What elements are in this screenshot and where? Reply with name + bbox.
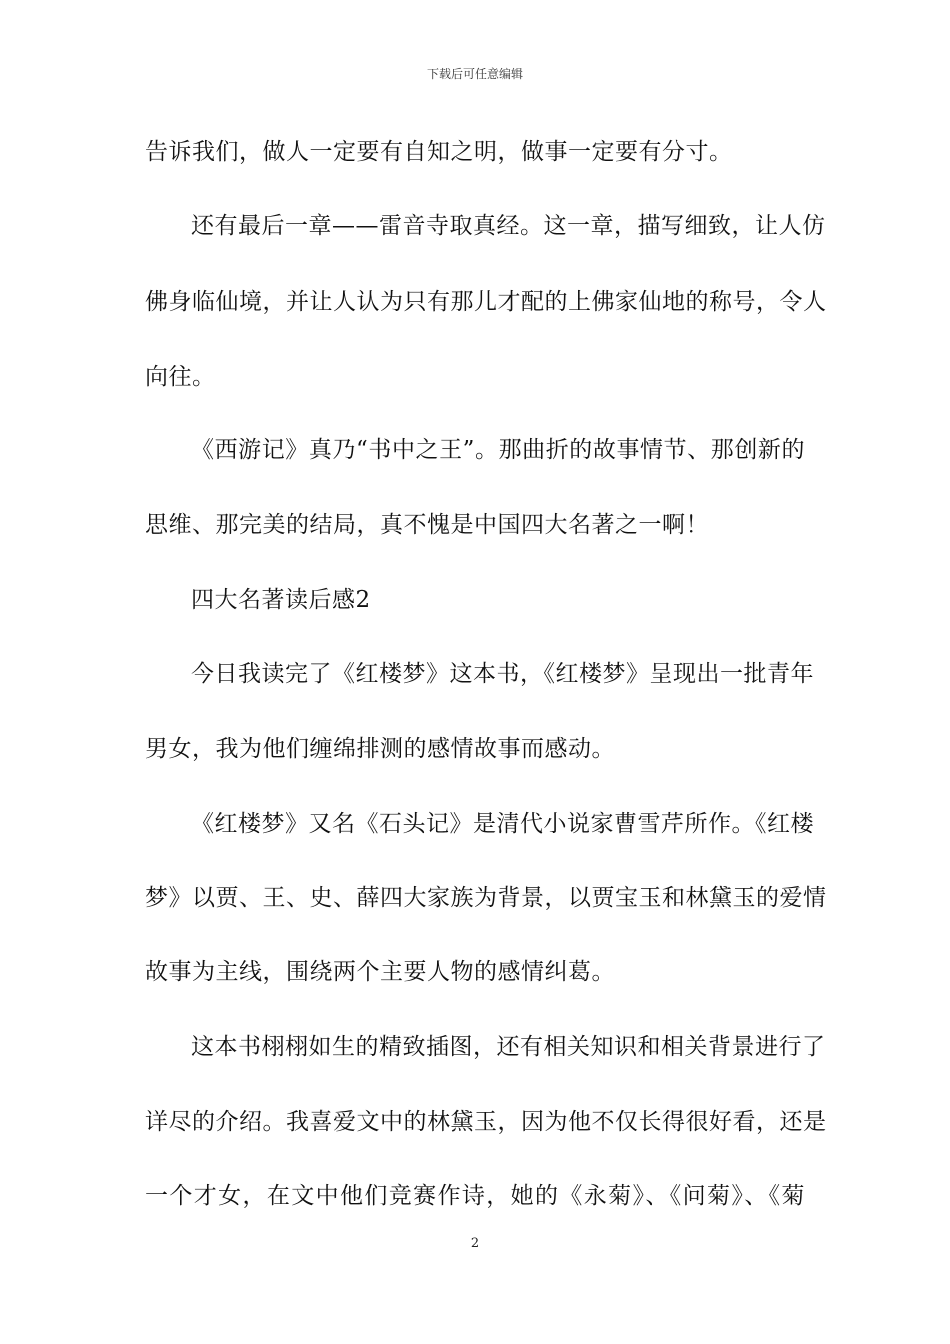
text-line: 男女，我为他们缠绵排测的感情故事而感动。: [145, 736, 615, 762]
text-line: 佛身临仙境，并让人认为只有那儿才配的上佛家仙地的称号，令人: [145, 289, 827, 315]
text-line: 详尽的介绍。我喜爱文中的林黛玉，因为他不仅长得很好看，还是: [145, 1109, 827, 1135]
text-line: 还有最后一章——雷音寺取真经。这一章，描写细致，让人仿: [191, 213, 826, 239]
text-line: 梦》以贾、王、史、薛四大家族为背景，以贾宝玉和林黛玉的爱情: [145, 885, 827, 911]
page-number: 2: [470, 1236, 480, 1251]
text-line: 向往。: [145, 364, 216, 390]
text-line: 告诉我们，做人一定要有自知之明，做事一定要有分寸。: [145, 139, 733, 165]
text-line: 《西游记》真乃“书中之王”。那曲折的故事情节、那创新的: [191, 437, 805, 463]
text-line: 这本书栩栩如生的精致插图，还有相关知识和相关背景进行了: [191, 1034, 826, 1060]
text-line: 今日我读完了《红楼梦》这本书，《红楼梦》呈现出一批青年: [191, 661, 814, 687]
text-line: 故事为主线，围绕两个主要人物的感情纠葛。: [145, 959, 615, 985]
text-line: 一个才女，在文中他们竞赛作诗，她的《永菊》、《问菊》、《菊: [145, 1183, 805, 1209]
page-header: 下载后可任意编辑: [426, 67, 523, 81]
text-line: 思维、那完美的结局，真不愧是中国四大名著之一啊！: [145, 512, 709, 538]
text-line: 《红楼梦》又名《石头记》是清代小说家曹雪芹所作。《红楼: [191, 811, 814, 837]
section-heading: 四大名著读后感2: [191, 587, 371, 613]
